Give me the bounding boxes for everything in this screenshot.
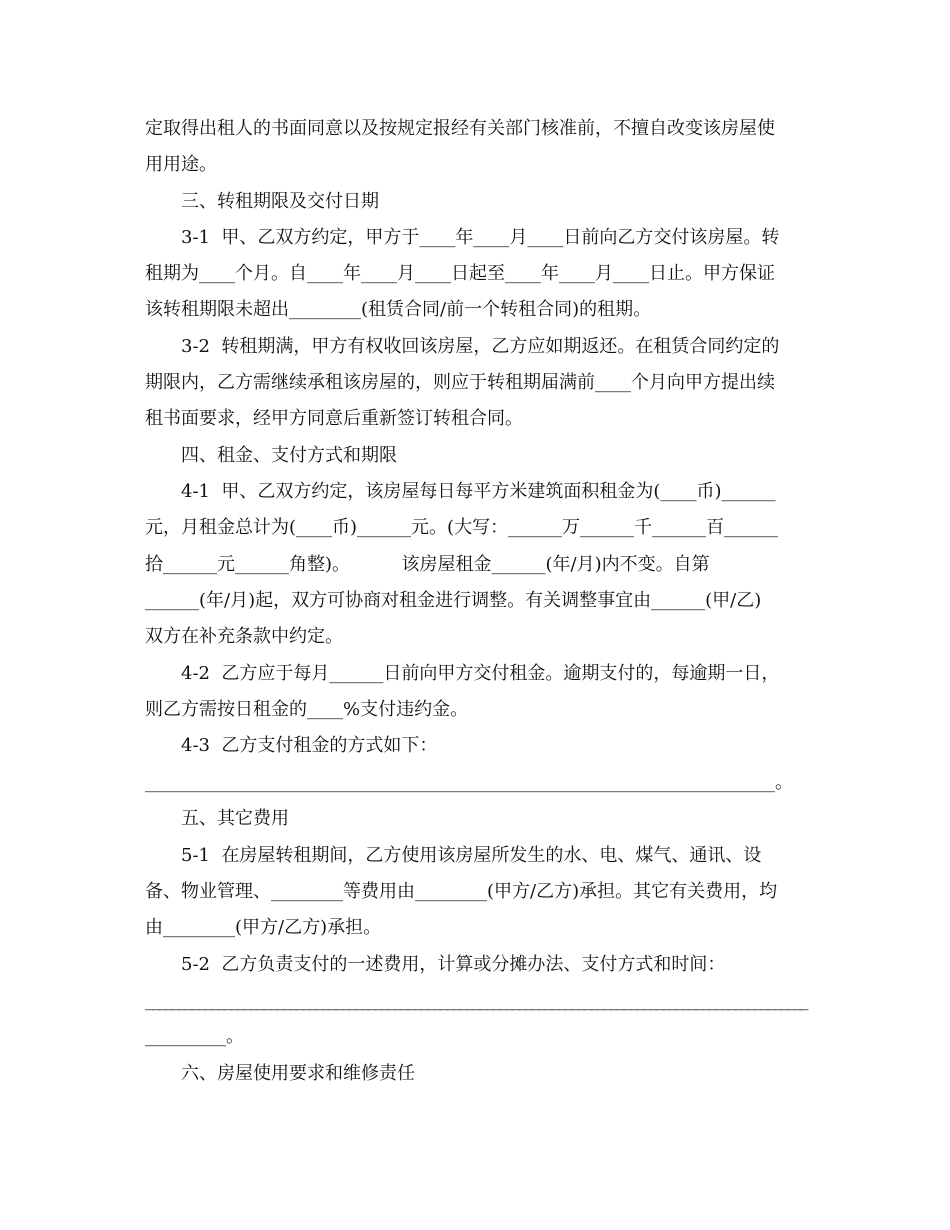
section-heading: 五、其它费用 xyxy=(181,808,289,829)
text-line: 元，月租金总计为(____币)______元。(大写：______万______千______百______ xyxy=(145,517,779,538)
text-line: 租书面要求，经甲方同意后重新签订转租合同。 xyxy=(145,408,523,429)
section-heading: 六、房屋使用要求和维修责任 xyxy=(181,1063,415,1084)
text-line: 由________(甲方/乙方)承担。 xyxy=(145,917,382,938)
text-line: 则乙方需按日租金的____%支付违约金。 xyxy=(145,699,469,720)
clause-line: 3-1 甲、乙双方约定，甲方于____年____月____日前向乙方交付该房屋。转 xyxy=(181,227,780,248)
text-line: 定取得出租人的书面同意以及按规定报经有关部门核准前，不擅自改变该房屋使 xyxy=(145,118,775,139)
text-line: 备、物业管理、________等费用由________(甲方/乙方)承担。其它有关费用，均 xyxy=(145,881,778,902)
blank-fill-line: _________。 xyxy=(145,1026,244,1047)
text-line: 该转租期限未超出________(租赁合同/前一个转租合同)的租期。 xyxy=(145,299,652,320)
clause-line: 4-1 甲、乙双方约定，该房屋每日每平方米建筑面积租金为(____币)______ xyxy=(181,481,776,502)
text-line: 拾______元______角整)。 该房屋租金______(年/月)内不变。自第 xyxy=(145,554,710,575)
clause-line: 5-1 在房屋转租期间，乙方使用该房屋所发生的水、电、煤气、通讯、设 xyxy=(181,845,762,866)
text-line: 双方在补充条款中约定。 xyxy=(145,626,343,647)
text-line: 用用途。 xyxy=(145,154,217,175)
section-heading: 三、转租期限及交付日期 xyxy=(181,191,379,212)
text-line: 租期为____个月。自____年____月____日起至____年____月____日止。甲方保证 xyxy=(145,263,775,284)
section-heading: 四、租金、支付方式和期限 xyxy=(181,445,397,466)
clause-line: 4-3 乙方支付租金的方式如下： xyxy=(181,735,438,756)
clause-line: 4-2 乙方应于每月______日前向甲方交付租金。逾期支付的，每逾期一日， xyxy=(181,663,780,684)
blank-fill-line: _____________________________________________________________________________________________________ xyxy=(145,990,807,1011)
clause-line: 5-2 乙方负责支付的一述费用，计算或分摊办法、支付方式和时间： xyxy=(181,954,726,975)
text-line: ______(年/月)起，双方可协商对租金进行调整。有关调整事宜由______(甲/乙) xyxy=(145,590,762,611)
blank-fill-line: ______________________________________________________________________。 xyxy=(145,772,793,793)
text-line: 期限内，乙方需继续承租该房屋的，则应于转租期届满前____个月向甲方提出续 xyxy=(145,372,775,393)
clause-line: 3-2 转租期满，甲方有权收回该房屋，乙方应如期返还。在租赁合同约定的 xyxy=(181,336,780,357)
